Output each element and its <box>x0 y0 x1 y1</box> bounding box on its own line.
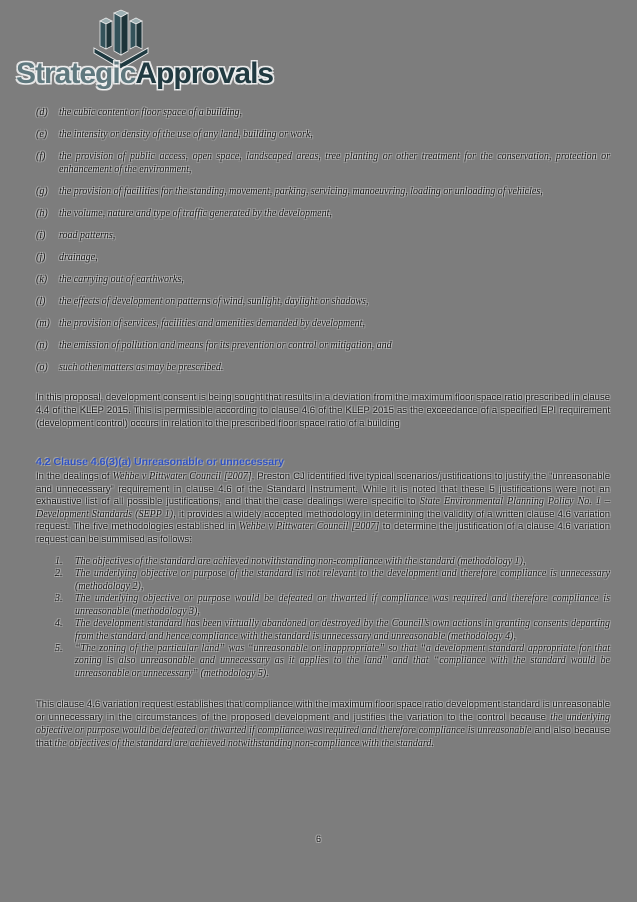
list-item-label: (e) <box>36 129 48 140</box>
list-item-label: (h) <box>36 208 48 219</box>
text-run: In the dealings of <box>36 471 113 482</box>
text-run: and also because that <box>36 725 610 750</box>
list-item-label: (m) <box>36 318 50 329</box>
list-item <box>36 150 610 176</box>
logo-wordmark-approvals: Approvals <box>135 57 274 90</box>
list-item <box>36 128 610 141</box>
development-standards-list <box>36 106 610 374</box>
quoted-methodology: the underlying objective or purpose would be defeated or thwarted if compliance was required and therefore compliance is unreasonable <box>36 712 610 737</box>
section-heading: 4.2 Clause 4.6(3)(a) Unreasonable or unnecessary <box>36 456 285 468</box>
text-run: , it provides a widely accepted methodology in determining the validity of a written clause 4.6 variation request. The five methodologies established in <box>36 508 611 533</box>
text-run: This clause 4.6 variation request establishes that compliance with the maximum floor space ratio development standard is unreasonable or unnecessary in the circumstances of the proposed development and justifies the variation to the control because <box>36 699 610 724</box>
page-number: 6 <box>315 834 321 844</box>
list-item <box>36 251 610 264</box>
list-item <box>36 207 610 220</box>
list-item-text: “The zoning of the particular land” was “unreasonable or inappropriate” so that “a development standard appropriate for that zoning is also unreasonable and unnecessary as it applies to the land” and that “compliance with the standard would be unreasonable or unnecessary” (methodology 5). <box>75 642 610 679</box>
list-item-label: (g) <box>36 186 48 197</box>
list-item-number: 2. <box>55 568 63 580</box>
list-item-text: such other matters as may be prescribed. <box>59 362 224 373</box>
list-item-text: the provision of facilities for the standing, movement, parking, servicing, manoeuvring, loading or unloading of vehicles, <box>59 186 543 197</box>
list-item-text: the intensity or density of the use of any land, building or work, <box>59 129 313 140</box>
list-item-text: the volume, nature and type of traffic generated by the development, <box>59 208 332 219</box>
list-item-label: (f) <box>36 151 46 162</box>
case-citation: Wehbe v Pittwater Council [2007] <box>112 471 252 482</box>
list-item <box>36 185 610 198</box>
list-item-text: The objectives of the standard are achieved notwithstanding non-compliance with the standard (methodology 1), <box>75 556 526 568</box>
list-item <box>36 295 610 308</box>
list-item-text: The development standard has been virtually abandoned or destroyed by the Council’s own actions in granting consents departing from the standard and hence compliance with the standard is unnecessary and unreasonable (methodology 4), <box>75 618 610 642</box>
document-content <box>36 106 610 750</box>
logo <box>0 8 274 100</box>
paragraph-conclusion <box>36 698 610 750</box>
list-item-number: 4. <box>55 618 63 630</box>
list-item <box>36 339 610 352</box>
logo-wordmark-strategic: Strategic <box>16 57 136 90</box>
list-item-label: (d) <box>36 107 48 118</box>
paragraph-fsr-deviation: In this proposal, development consent is being sought that results in a deviation from the maximum floor space ratio prescribed in clause 4.4 of the KLEP 2015. This is permissible according to clause 4.6 of the KLEP 2015 as the exceedance of a specified EPI requirement (development control) occurs in relation to the prescribed floor space ratio of a building <box>36 392 610 429</box>
list-item <box>36 317 610 330</box>
list-item-text: drainage, <box>59 252 98 263</box>
list-item-text: the effects of development on patterns of wind, sunlight, daylight or shadows, <box>59 296 369 307</box>
methodologies-list <box>36 556 610 680</box>
list-item-text: The underlying objective or purpose would be defeated or thwarted if compliance was required and therefore compliance is unreasonable (methodology 3), <box>75 593 610 617</box>
list-item-text: The underlying objective or purpose of the standard is not relevant to the development and therefore compliance is unnecessary (methodology 2), <box>75 568 610 592</box>
list-item-text: the carrying out of earthworks, <box>59 274 184 285</box>
paragraph-wehbe-intro <box>36 471 610 547</box>
list-item-number: 5. <box>55 642 63 654</box>
list-item <box>36 229 610 242</box>
text-run: , Preston CJ identified five typical scenarios/justifications to justify the “unreasonable and unnecessary” requirement in clause 4.6 of the Standard Instrument. While it is noted that these 5 justifications were not an exhaustive list of all possible justifications, and that the case dealings were specific to <box>36 471 610 508</box>
list-item-text: the provision of services, facilities and amenities demanded by development, <box>59 318 365 329</box>
list-item-text: the cubic content or floor space of a building, <box>59 107 243 118</box>
list-item-label: (i) <box>36 230 46 241</box>
list-item <box>36 568 610 593</box>
list-item-label: (o) <box>36 362 48 373</box>
list-item <box>36 273 610 286</box>
policy-citation: State Environmental Planning Policy No. 1 – Development Standards (SEPP 1) <box>36 496 611 520</box>
list-item <box>36 593 610 618</box>
list-item <box>36 106 610 119</box>
list-item-text: the provision of public access, open space, landscaped areas, tree planting or other treatment for the conservation, protection or enhancement of the environment, <box>59 151 610 175</box>
list-item <box>36 556 610 568</box>
list-item-label: (j) <box>36 252 46 263</box>
list-item <box>36 618 610 643</box>
list-item <box>36 361 610 374</box>
list-item-label: (l) <box>36 296 46 307</box>
list-item-number: 1. <box>55 556 63 568</box>
list-item-text: the emission of pollution and means for its prevention or control or mitigation, and <box>59 340 392 351</box>
list-item-label: (k) <box>36 274 48 285</box>
list-item-text: road patterns, <box>59 230 116 241</box>
list-item-number: 3. <box>55 593 63 605</box>
quoted-methodology: the objectives of the standard are achieved notwithstanding non-compliance with the standard. <box>54 738 434 750</box>
case-citation: Wehbe v Pittwater Council [2007] <box>238 521 380 533</box>
text-run: to determine the justification of a clause 4.6 variation request can be summised as follows: <box>36 521 610 545</box>
list-item-label: (n) <box>36 340 48 351</box>
logo-wordmark <box>16 58 273 90</box>
list-item <box>36 643 610 680</box>
